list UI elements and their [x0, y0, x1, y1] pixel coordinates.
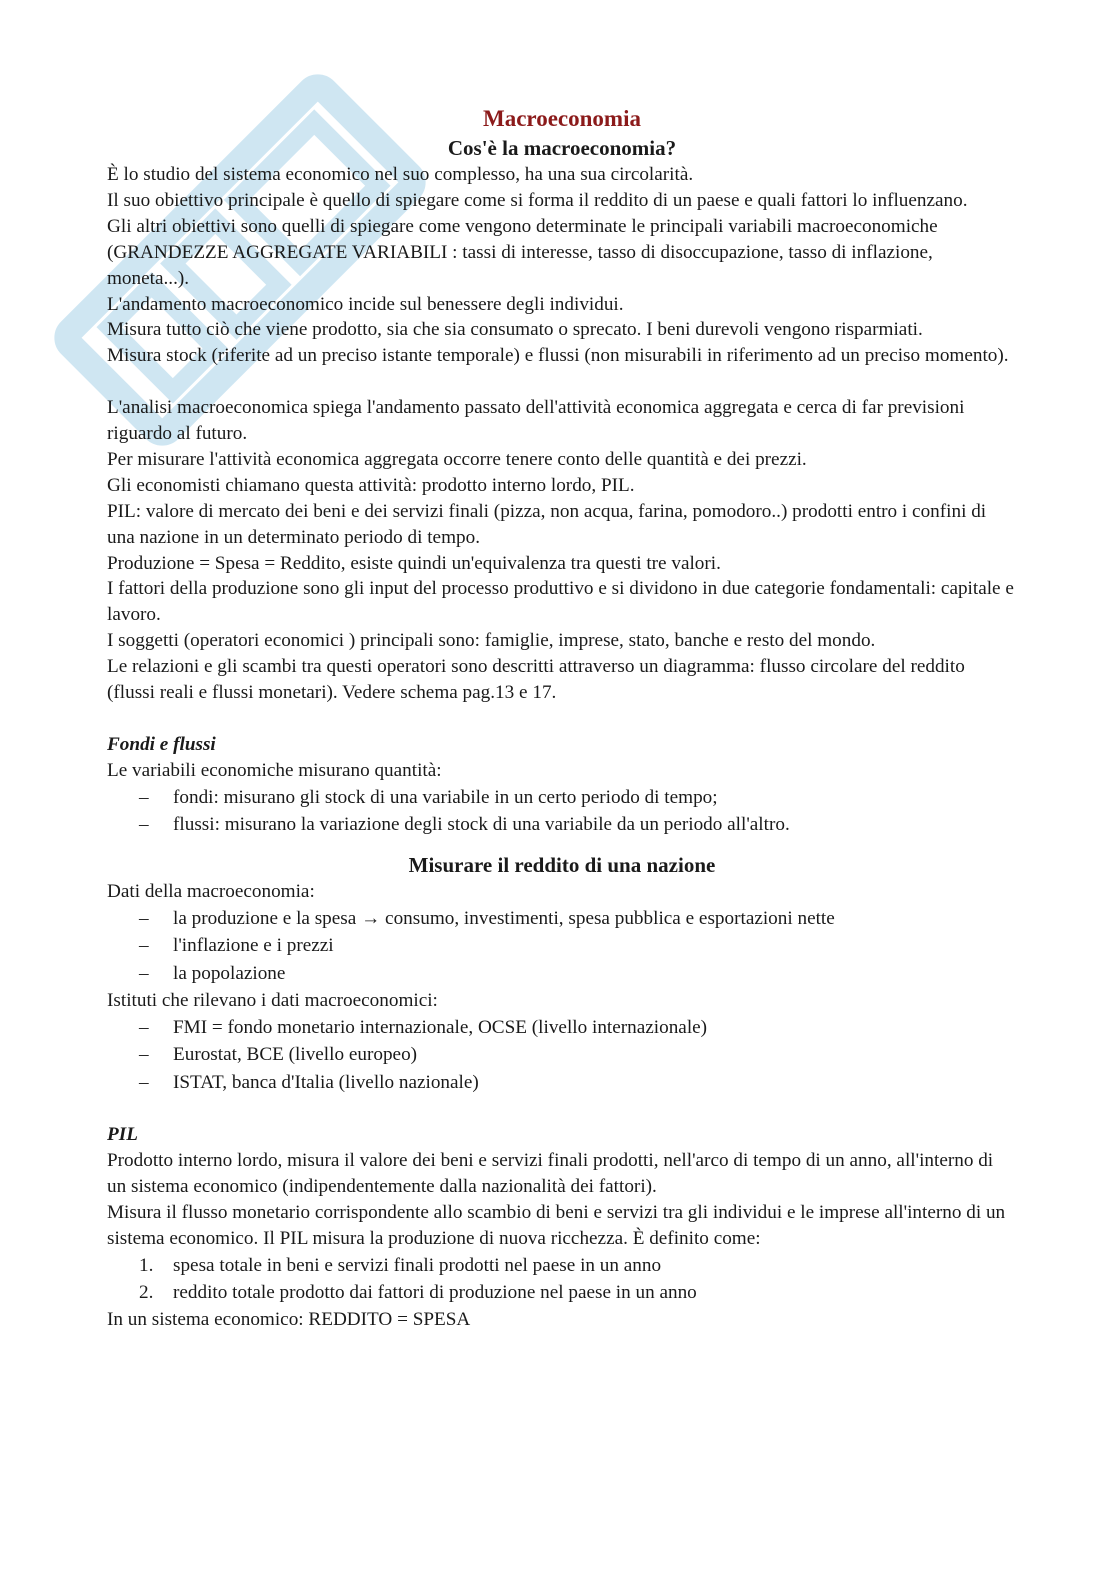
dash-bullet: –	[139, 786, 149, 808]
list-item: – la produzione e la spesa → consumo, investimenti, spesa pubblica e esportazioni nette	[107, 905, 1017, 933]
list-item: 2. reddito totale prodotto dai fattori di produzione nel paese in un anno	[107, 1279, 1017, 1307]
paragraph: L'analisi macroeconomica spiega l'andamento passato dell'attività economica aggregata e cerca di far previsioni riguardo al futuro.	[107, 397, 965, 445]
fondi-heading: Fondi e flussi	[107, 733, 216, 755]
paragraph: Per misurare l'attività economica aggregata occorre tenere conto delle quantità e dei prezzi.	[107, 448, 807, 470]
list-number: 1.	[139, 1254, 154, 1276]
paragraph: L'andamento macroeconomico incide sul benessere degli individui.	[107, 293, 624, 315]
paragraph: Misura stock (riferite ad un preciso istante temporale) e flussi (non misurabili in riferimento ad un preciso momento).	[107, 345, 1009, 367]
dash-bullet: –	[139, 963, 149, 984]
list-item: – la popolazione	[107, 960, 1017, 988]
paragraph: I fattori della produzione sono gli input del processo produttivo e si dividono in due categorie fondamentali: capitale e lavoro.	[107, 578, 1014, 626]
paragraph: PIL: valore di mercato dei beni e dei servizi finali (pizza, non acqua, farina, pomodoro..) prodotti entro i confini di una nazione in un determinato periodo di tempo.	[107, 500, 987, 548]
document-title: Macroeconomia	[483, 106, 641, 131]
paragraph: Dati della macroeconomia:	[107, 880, 315, 902]
paragraph: Gli altri obiettivi sono quelli di spiegare come vengono determinate le principali variabili macroeconomiche (GRANDEZZE AGGREGATE VARIABILI : tassi di interesse, tasso di disoccupazione, tasso di inflazione, moneta...).	[107, 215, 938, 289]
paragraph: Le variabili economiche misurano quantità:	[107, 759, 442, 781]
list-item: – Eurostat, BCE (livello europeo)	[107, 1041, 1017, 1069]
pil-list	[107, 1252, 1017, 1307]
paragraph: È lo studio del sistema economico nel suo complesso, ha una sua circolarità.	[107, 164, 694, 185]
paragraph: I soggetti (operatori economici ) principali sono: famiglie, imprese, stato, banche e resto del mondo.	[107, 630, 876, 652]
paragraph: Gli economisti chiamano questa attività: prodotto interno lordo, PIL.	[107, 474, 635, 496]
dash-bullet: –	[139, 1044, 149, 1066]
paragraph: In un sistema economico: REDDITO = SPESA	[107, 1308, 471, 1330]
paragraph: Istituti che rilevano i dati macroeconomici:	[107, 989, 438, 1011]
paragraph: Le relazioni e gli scambi tra questi operatori sono descritti attraverso un diagramma: flusso circolare del reddito (flussi reali e flussi monetari). Vedere schema pag.13 e 17.	[107, 656, 965, 704]
misurare-heading: Misurare il reddito di una nazione	[408, 852, 716, 877]
document-page	[107, 104, 1017, 1333]
dash-bullet: –	[139, 907, 149, 929]
pil-heading: PIL	[107, 1124, 138, 1146]
dash-bullet: –	[139, 935, 149, 957]
paragraph: Prodotto interno lordo, misura il valore dei beni e servizi finali prodotti, nell'arco di tempo di un anno, all'interno di un sistema economico (indipendentemente dalla nazionalità dei fattori).	[107, 1150, 994, 1197]
list-item: – FMI = fondo monetario internazionale, OCSE (livello internazionale)	[107, 1014, 1017, 1042]
paragraph: Misura il flusso monetario corrispondente allo scambio di beni e servizi tra gli individui e le imprese all'interno di un sistema economico. Il PIL misura la produzione di nuova ricchezza. È definito come:	[107, 1201, 1006, 1249]
paragraph: Misura tutto ciò che viene prodotto, sia che sia consumato o sprecato. I beni durevoli vengono risparmiati.	[107, 319, 923, 341]
list-number: 2.	[139, 1282, 154, 1304]
paragraph: Produzione = Spesa = Reddito, esiste quindi un'equivalenza tra questi tre valori.	[107, 552, 721, 574]
list-item: – ISTAT, banca d'Italia (livello nazionale)	[107, 1069, 1017, 1097]
list-item: – flussi: misurano la variazione degli stock di una variabile da un periodo all'altro.	[107, 811, 1017, 839]
dash-bullet: –	[139, 1016, 149, 1038]
paragraph: Il suo obiettivo principale è quello di spiegare come si forma il reddito di un paese e quali fattori lo influenzano.	[107, 189, 968, 211]
istituti-list	[107, 1014, 1017, 1097]
dash-bullet: –	[139, 814, 149, 836]
list-item: 1. spesa totale in beni e servizi finali prodotti nel paese in un anno	[107, 1252, 1017, 1280]
intro-heading: Cos'è la macroeconomia?	[447, 136, 677, 160]
list-item: – fondi: misurano gli stock di una variabile in un certo periodo di tempo;	[107, 784, 1017, 812]
list-item: – l'inflazione e i prezzi	[107, 932, 1017, 960]
fondi-list	[107, 784, 1017, 839]
dati-list	[107, 905, 1017, 988]
dash-bullet: –	[139, 1071, 149, 1093]
